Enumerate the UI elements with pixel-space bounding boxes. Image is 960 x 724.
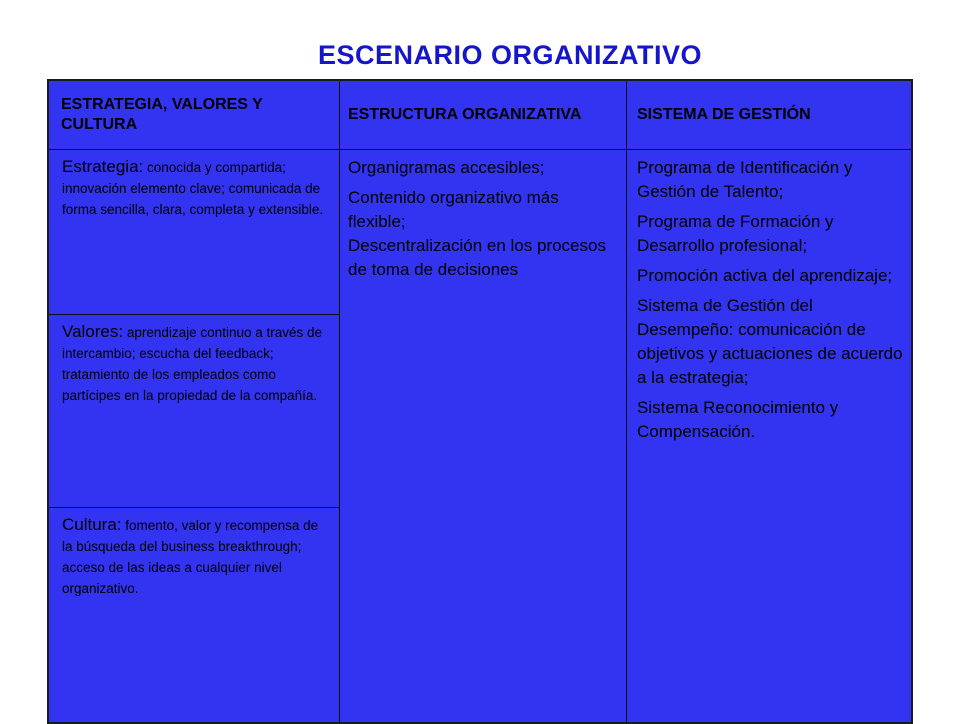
estructura-item: Descentralización en los procesos de toma de decisiones [348,236,606,279]
header-sistema-gestion: SISTEMA DE GESTIÓN [637,106,811,123]
valores-lead: Valores: [62,322,124,341]
organizational-table [47,79,913,724]
cultura-lead: Cultura: [62,515,122,534]
gestion-item: Sistema de Gestión del Desempeño: comunicación de objetivos y actuaciones de acuerdo a la estrategia; [637,296,903,387]
header-estrategia-valores-cultura: ESTRATEGIA, VALORES Y CULTURA [61,96,263,133]
valores-text: aprendizaje continuo a través de intercambio; escucha del feedback; tratamiento de los empleados como partícipes en la propiedad de la compañía. [62,325,323,403]
cell-estrategia [49,150,339,314]
estructura-item: Contenido organizativo más flexible; [348,188,559,231]
estructura-item: Organigramas accesibles; [348,158,545,177]
cell-valores [49,315,339,507]
cell-sistema-gestion [627,150,911,450]
estrategia-text: conocida y compartida; innovación elemento clave; comunicada de forma sencilla, clara, completa y extensible. [62,160,324,217]
gestion-item: Sistema Reconocimiento y Compensación. [637,398,839,441]
page-title: ESCENARIO ORGANIZATIVO [317,40,703,70]
gestion-item: Promoción activa del aprendizaje; [637,266,893,285]
estrategia-lead: Estrategia: [62,157,144,176]
cell-cultura [49,508,339,722]
cultura-text: fomento, valor y recompensa de la búsqueda del business breakthrough; acceso de las ideas a cualquier nivel organizativo. [62,518,319,596]
cell-estructura-organizativa [340,150,626,288]
gestion-item: Programa de Identificación y Gestión de Talento; [637,158,853,201]
header-estructura-organizativa: ESTRUCTURA ORGANIZATIVA [348,106,582,123]
gestion-item: Programa de Formación y Desarrollo profesional; [637,212,834,255]
